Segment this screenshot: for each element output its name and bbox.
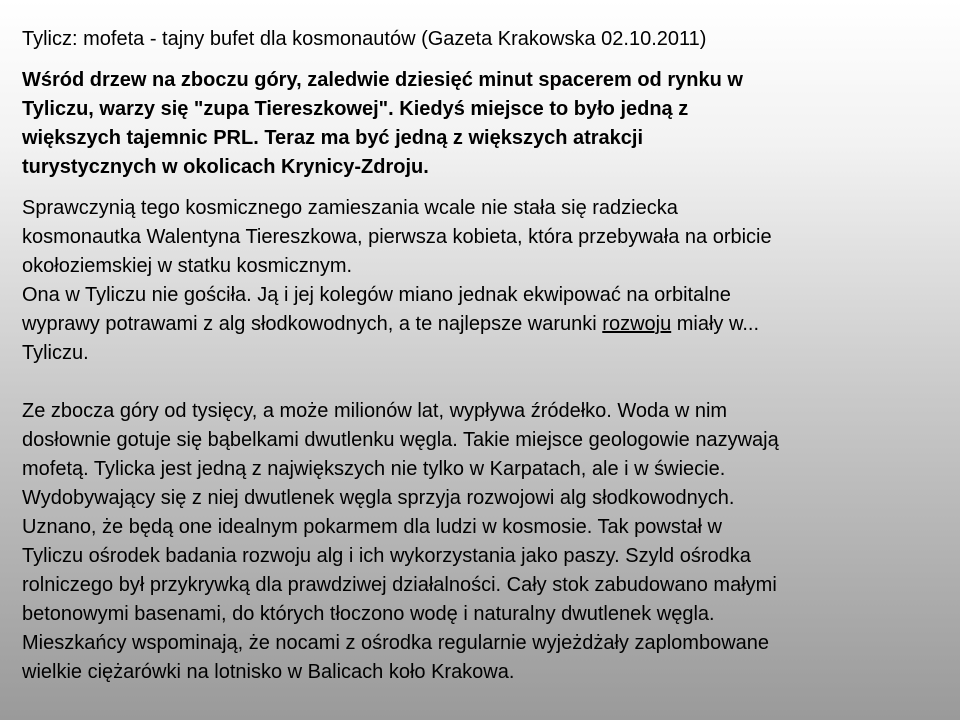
body-line: Tyliczu ośrodek badania rozwoju alg i ich wykorzystania jako paszy. Szyld ośrodka — [22, 545, 751, 567]
body-paragraph-1 — [22, 194, 940, 397]
body-line: dosłownie gotuje się bąbelkami dwutlenku węgla. Takie miejsce geologowie nazywają — [22, 429, 779, 451]
body-line: betonowymi basenami, do których tłoczono wodę i naturalny dwutlenek węgla. — [22, 603, 715, 625]
lead-line: większych tajemnic PRL. Teraz ma być jedną z większych atrakcji — [22, 127, 644, 149]
slide-title: Tylicz: mofeta - tajny bufet dla kosmonautów (Gazeta Krakowska 02.10.2011) — [22, 28, 707, 50]
body-line: rolniczego był przykrywką dla prawdziwej działalności. Cały stok zabudowano małymi — [22, 574, 777, 596]
body-line: Ona w Tyliczu nie gościła. Ją i jej kolegów miano jednak ekwipować na orbitalne — [22, 284, 731, 306]
body-line: kosmonautka Walentyna Tiereszkowa, pierwsza kobieta, która przebywała na orbicie — [22, 226, 772, 248]
body-line: mofetą. Tylicka jest jedną z największych nie tylko w Karpatach, ale i w świecie. — [22, 458, 726, 480]
lead-line: Wśród drzew na zboczu góry, zaledwie dziesięć minut spacerem od rynku w — [22, 69, 743, 91]
body-line: okołoziemskiej w statku kosmicznym. — [22, 255, 353, 277]
body-paragraph-2 — [22, 397, 940, 687]
body-line: Uznano, że będą one idealnym pokarmem dla ludzi w kosmosie. Tak powstał w — [22, 516, 722, 538]
body-line: Ze zbocza góry od tysięcy, a może milionów lat, wypływa źródełko. Woda w nim — [22, 400, 728, 422]
body-text: wyprawy potrawami z alg słodkowodnych, a te najlepsze warunki — [22, 313, 603, 335]
paragraph-gap — [22, 368, 940, 397]
body-line: Tyliczu. — [22, 342, 89, 364]
rozwoju-link[interactable]: rozwoju — [602, 313, 672, 335]
body-line: Sprawczynią tego kosmicznego zamieszania wcale nie stała się radziecka — [22, 197, 678, 219]
body-line: wielkie ciężarówki na lotnisko w Balicach koło Krakowa. — [22, 661, 515, 683]
lead-line: Tyliczu, warzy się "zupa Tiereszkowej". Kiedyś miejsce to było jedną z — [22, 98, 689, 120]
lead-paragraph — [22, 66, 940, 182]
body-line: Wydobywający się z niej dwutlenek węgla sprzyja rozwojowi alg słodkowodnych. — [22, 487, 735, 509]
body-line: Mieszkańcy wspominają, że nocami z ośrodka regularnie wyjeżdżały zaplombowane — [22, 632, 770, 654]
body-line — [22, 310, 940, 339]
body-text: miały w... — [671, 313, 759, 335]
lead-line: turystycznych w okolicach Krynicy-Zdroju. — [22, 156, 429, 178]
slide-content — [22, 26, 940, 687]
